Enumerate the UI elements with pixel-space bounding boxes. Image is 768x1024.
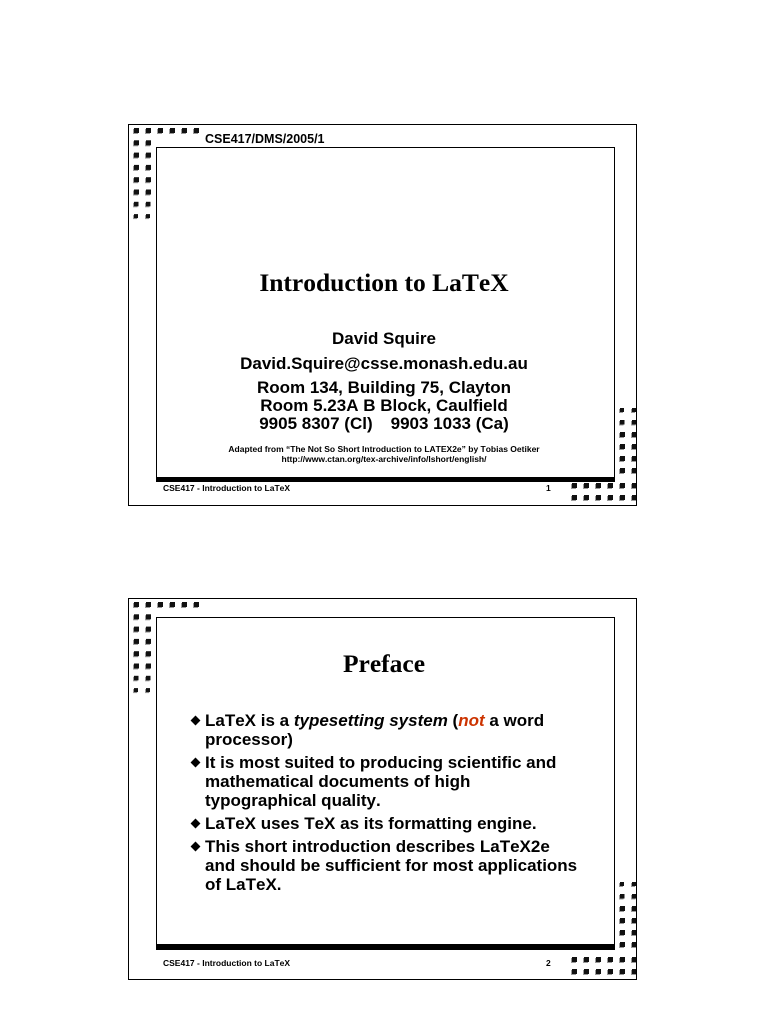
- decorative-square: [145, 140, 151, 146]
- slide-1: [128, 124, 637, 506]
- decorative-square: [133, 202, 139, 208]
- page-number: 2: [546, 958, 551, 968]
- decorative-square: [133, 140, 139, 146]
- decorative-square: [631, 495, 636, 501]
- decorative-square: [157, 128, 163, 134]
- decorative-square: [145, 651, 151, 657]
- bullet-diamond-icon: [190, 818, 200, 828]
- decorative-square: [571, 495, 577, 501]
- decorative-square: [133, 614, 139, 620]
- list-item: [190, 711, 581, 749]
- decorative-square: [145, 202, 151, 208]
- decorative-square: [571, 969, 577, 975]
- course-code-header: CSE417/DMS/2005/1: [205, 132, 325, 146]
- decorative-square: [583, 969, 589, 975]
- decorative-square: [631, 942, 636, 948]
- decorative-square: [619, 969, 625, 975]
- decorative-square: [631, 483, 636, 489]
- decorative-square: [145, 128, 151, 134]
- decorative-square: [133, 639, 139, 645]
- decorative-square: [133, 688, 138, 693]
- decorative-square: [133, 627, 139, 633]
- page-number: 1: [546, 483, 551, 493]
- decorative-square: [619, 906, 625, 912]
- decorative-square: [145, 639, 151, 645]
- decorative-square: [133, 190, 139, 196]
- author-email: David.Squire@csse.monash.edu.au: [240, 354, 528, 373]
- decorative-square: [145, 664, 151, 670]
- decorative-square: [619, 894, 625, 900]
- decorative-square: [583, 957, 589, 963]
- decorative-square: [133, 177, 139, 183]
- footer-title: CSE417 - Introduction to LaTeX: [163, 483, 291, 493]
- decorative-square: [133, 651, 139, 657]
- decorative-square: [571, 957, 577, 963]
- decorative-square: [619, 456, 625, 462]
- slide-2: [128, 598, 637, 980]
- list-item: [190, 837, 581, 894]
- bullet-text: (: [447, 711, 459, 730]
- decorative-square: [181, 128, 187, 134]
- decorative-square: [631, 969, 636, 975]
- decorative-square: [133, 602, 139, 608]
- decorative-square: [607, 483, 613, 489]
- decorative-square: [631, 432, 636, 438]
- decorative-square: [583, 483, 589, 489]
- decorative-square: [169, 602, 175, 608]
- decorative-square: [631, 456, 636, 462]
- decorative-square: [145, 177, 151, 183]
- decorative-square: [133, 676, 139, 682]
- decorative-square: [607, 495, 613, 501]
- decorative-square: [631, 444, 636, 450]
- decorative-square: [619, 942, 625, 948]
- decorative-square: [619, 468, 625, 474]
- decorative-square: [145, 153, 151, 159]
- bullet-diamond-icon: [190, 715, 200, 725]
- decorative-square: [631, 930, 636, 936]
- decorative-square: [619, 957, 625, 963]
- decorative-square: [169, 128, 175, 134]
- decorative-square: [595, 969, 601, 975]
- phone-caulfield: 9903 1033 (Ca): [390, 414, 509, 433]
- decorative-square: [133, 128, 139, 134]
- highlight-not: not: [458, 711, 485, 730]
- decorative-square: [133, 214, 138, 219]
- decorative-square: [571, 483, 577, 489]
- credit-line: Adapted from “The Not So Short Introduction to LATEX2e” by Tobias Oetiker: [228, 444, 540, 454]
- footer-title: CSE417 - Introduction to LaTeX: [163, 958, 291, 968]
- author-name: David Squire: [332, 329, 436, 348]
- bullet-diamond-icon: [190, 757, 200, 767]
- decorative-square: [619, 444, 625, 450]
- office-clayton: Room 134, Building 75, Clayton: [256, 378, 512, 397]
- decorative-square: [145, 165, 151, 171]
- decorative-square: [631, 882, 636, 887]
- decorative-square: [631, 894, 636, 900]
- decorative-square: [145, 602, 151, 608]
- emphasis-typesetting-system: typesetting system: [293, 711, 448, 730]
- decorative-square: [133, 153, 139, 159]
- bullet-text: LaTeX uses TeX as its formatting engine.: [205, 814, 537, 833]
- decorative-square: [619, 420, 625, 426]
- list-item: [190, 753, 581, 810]
- decorative-square: [145, 627, 151, 633]
- decorative-square: [631, 906, 636, 912]
- decorative-square: [193, 128, 199, 134]
- decorative-square: [619, 918, 625, 924]
- decorative-square: [145, 676, 151, 682]
- decorative-square: [619, 882, 624, 887]
- decorative-square: [619, 495, 625, 501]
- decorative-square: [607, 969, 613, 975]
- bullet-list: [190, 711, 581, 898]
- list-item: [190, 814, 581, 833]
- decorative-square: [181, 602, 187, 608]
- slide-title: Introduction to LaTeX: [259, 268, 509, 297]
- decorative-square: [631, 420, 636, 426]
- bullet-text: This short introduction describes LaTeX2e and should be sufficient for most applications of LaTeX.: [205, 837, 578, 894]
- decorative-square: [619, 930, 625, 936]
- decorative-square: [133, 165, 139, 171]
- decorative-square: [583, 495, 589, 501]
- credit-url: http://www.ctan.org/tex-archive/info/lshort/english/: [281, 454, 487, 464]
- decorative-square: [145, 214, 150, 219]
- bullet-text: It is most suited to producing scientific and mathematical documents of high typographical quality.: [205, 753, 557, 810]
- bullet-diamond-icon: [190, 841, 200, 851]
- phone-clayton: 9905 8307 (Cl): [259, 414, 373, 433]
- decorative-square: [145, 614, 151, 620]
- decorative-square: [145, 190, 151, 196]
- decorative-square: [595, 495, 601, 501]
- decorative-square: [619, 432, 625, 438]
- decorative-square: [607, 957, 613, 963]
- office-caulfield: Room 5.23A B Block, Caulfield: [260, 396, 508, 415]
- decorative-square: [619, 408, 624, 413]
- decorative-square: [145, 688, 150, 693]
- bullet-text: a word processor): [205, 711, 545, 749]
- bullet-text: LaTeX is a: [205, 711, 294, 730]
- decorative-square: [193, 602, 199, 608]
- slide-title: Preface: [342, 649, 426, 678]
- decorative-square: [157, 602, 163, 608]
- decorative-square: [619, 483, 625, 489]
- decorative-square: [595, 483, 601, 489]
- decorative-square: [133, 664, 139, 670]
- decorative-square: [631, 918, 636, 924]
- phone-numbers: [156, 415, 612, 433]
- decorative-square: [631, 408, 636, 413]
- decorative-square: [595, 957, 601, 963]
- decorative-square: [631, 468, 636, 474]
- decorative-square: [631, 957, 636, 963]
